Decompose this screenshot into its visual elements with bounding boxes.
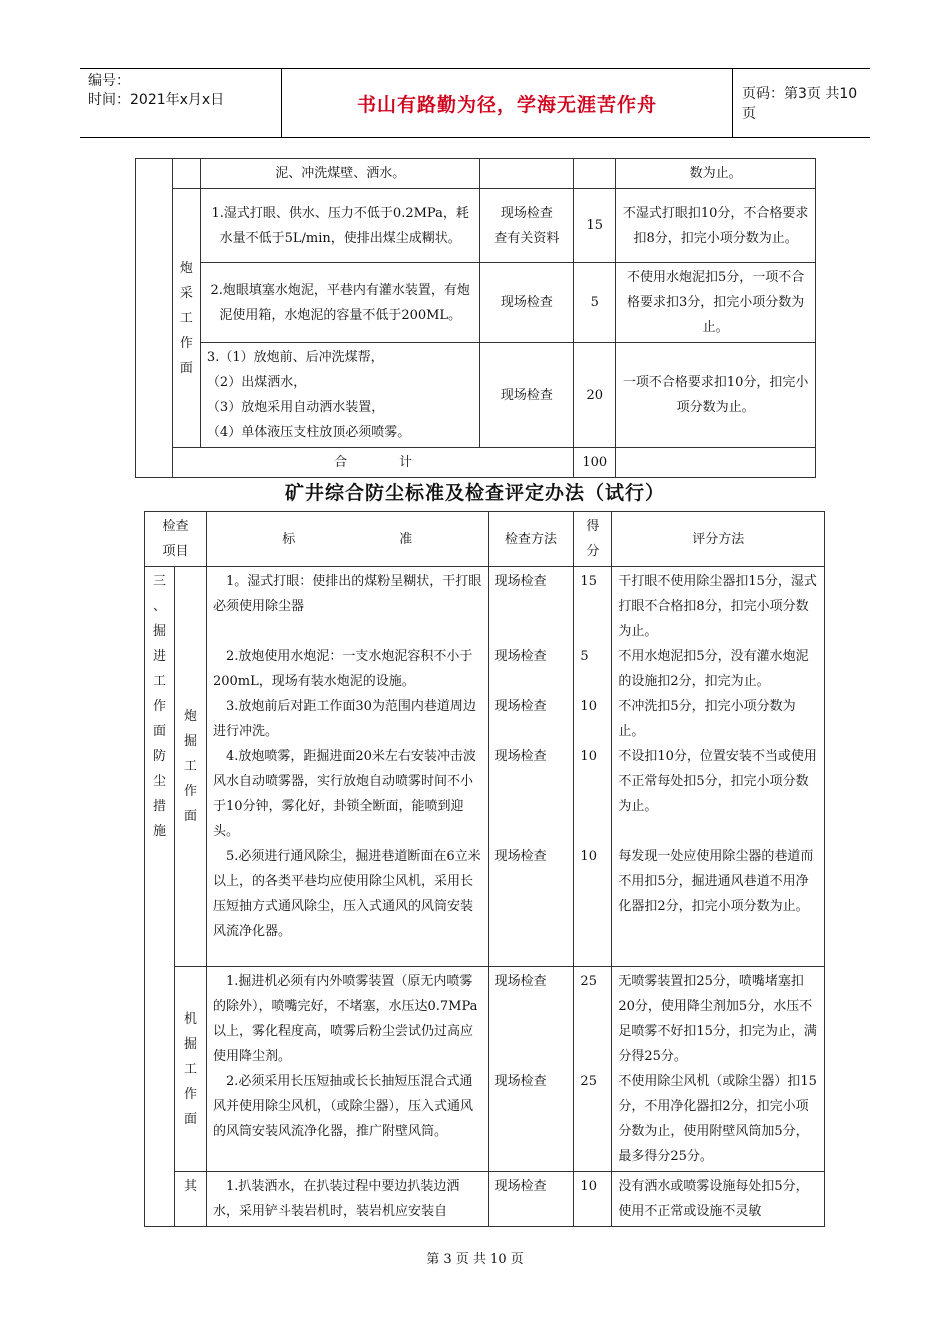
dust-standard-table <box>144 511 825 1227</box>
blasting-mining-table <box>135 158 816 478</box>
header-page-number: 页码：第3页 共10页 <box>742 86 858 122</box>
total-row <box>136 448 816 478</box>
scoring-cell: 没有洒水或喷雾设施每处扣5分，使用不正常或设施不灵敏 <box>612 1172 825 1227</box>
header-score: 得 分 <box>574 512 612 567</box>
method-cell: 现场检查 查有关资料 <box>480 189 574 263</box>
document-time: 时间：2021年x月x日 <box>88 92 225 108</box>
standard-cell: 1.扒装洒水，在扒装过程中要边扒装边洒水，采用铲斗装岩机时，装岩机应安装自 <box>206 1172 488 1227</box>
standard-cell: 3.（1）放炮前、后冲洗煤帮， （2）出煤洒水， （3）放炮采用自动洒水装置， （4）单体液压支柱放顶必须喷雾。 <box>200 343 480 448</box>
section-cell <box>136 159 173 478</box>
method-cell: 现场检查 现场检查 现场检查 现场检查 现场检查 <box>488 567 574 967</box>
scoring-cell: 不湿式打眼扣10分，不合格要求扣8分，扣完小项分数为止。 <box>616 189 816 263</box>
method-cell: 现场检查 <box>480 343 574 448</box>
table-row <box>136 263 816 343</box>
scoring-cell: 数为止。 <box>616 159 816 189</box>
table-row <box>145 1172 825 1227</box>
score-cell: 10 <box>574 1172 612 1227</box>
table-row <box>136 343 816 448</box>
method-cell: 现场检查 <box>488 1172 574 1227</box>
group-label: 其 <box>174 1172 206 1227</box>
header-item: 检查 项目 <box>145 512 207 567</box>
header-meta <box>80 69 282 137</box>
score-cell: 15 5 10 10 10 <box>574 567 612 967</box>
header-scoring: 评分方法 <box>612 512 825 567</box>
score-cell: 15 <box>574 189 616 263</box>
standard-cell: 2.炮眼填塞水炮泥，平巷内有灌水装置，有炮泥使用箱，水炮泥的容量不低于200ML。 <box>200 263 480 343</box>
header-method: 检查方法 <box>488 512 574 567</box>
document-number: 编号： <box>88 73 130 89</box>
scoring-cell: 干打眼不使用除尘器扣15分，湿式打眼不合格扣8分，扣完小项分数为止。 不用水炮泥扣5分，没有灌水炮泥的设施扣2分，扣完为止。 不冲洗扣5分，扣完小项分数为止。 不设扣10分，位置安装不当或使用不正常每处扣5分，扣完小项分数为止。 每发现一处应使用除尘器的巷道而不用扣5分，掘进通风巷道不用净化器扣2分，扣完小项分数为止。 <box>612 567 825 967</box>
standard-cell: 泥、冲洗煤壁、洒水。 <box>200 159 480 189</box>
scoring-cell: 不使用水炮泥扣5分，一项不合格要求扣3分，扣完小项分数为止。 <box>616 263 816 343</box>
table-row <box>136 159 816 189</box>
table-row <box>145 567 825 967</box>
scoring-cell: 无喷雾装置扣25分，喷嘴堵塞扣20分，使用降尘剂加5分，水压不足喷雾不好扣15分，扣完为止，满分得25分。 不使用除尘风机（或除尘器）扣15分，不用净化器扣2分，扣完小项分数为止，使用附壁风筒加5分，最多得分25分。 <box>612 967 825 1172</box>
method-cell: 现场检查 <box>480 263 574 343</box>
document-title: 矿井综合防尘标准及检查评定办法（试行） <box>284 482 665 504</box>
standard-cell: 1。湿式打眼：使排出的煤粉呈糊状，干打眼必须使用除尘器 2.放炮使用水炮泥：一支水炮泥容积不小于200mL，现场有装水炮泥的设施。 3.放炮前后对距工作面30为范围内巷道周边进行冲洗。 4.放炮喷雾，距掘进面20米左右安装冲击波风水自动喷雾器，实行放炮自动喷雾时间不小于10分钟，雾化好，卦锁全断面，能喷到迎头。 5.必须进行通风除尘，掘进巷道断面在6立米以上，的各类平巷均应使用除尘风机，采用长压短抽方式通风除尘，压入式通风的风筒安装风流净化器。 <box>206 567 488 967</box>
score-cell: 20 <box>574 343 616 448</box>
standard-cell: 1.湿式打眼、供水、压力不低于0.2MPa，耗水量不低于5L/min，使排出煤尘成糊状。 <box>200 189 480 263</box>
page-footer: 第 3 页 共 10 页 <box>426 1252 524 1267</box>
group-label: 炮 采 工 作 面 <box>172 189 200 448</box>
table-row <box>136 189 816 263</box>
header-row <box>145 512 825 567</box>
section-label: 三 、 掘 进 工 作 面 防 尘 措 施 <box>145 567 175 1227</box>
score-cell: 25 25 <box>574 967 612 1172</box>
method-cell: 现场检查 现场检查 <box>488 967 574 1172</box>
scoring-cell: 一项不合格要求扣10分，扣完小项分数为止。 <box>616 343 816 448</box>
standard-cell: 1.掘进机必须有内外喷雾装置（原无内喷雾的除外），喷嘴完好，不堵塞，水压达0.7MPa以上，雾化程度高，喷雾后粉尘尝试仍过高应使用降尘剂。 2.必须采用长压短抽或长长抽短压混合式通风并使用除尘风机，（或除尘器），压入式通风的风筒安装风流净化器，推广附壁风筒。 <box>206 967 488 1172</box>
page-header <box>80 68 870 138</box>
table-row <box>145 967 825 1172</box>
header-standard: 标 准 <box>206 512 488 567</box>
score-cell: 5 <box>574 263 616 343</box>
total-label: 合 计 <box>172 448 573 478</box>
total-score: 100 <box>574 448 616 478</box>
header-motto: 书山有路勤为径，学海无涯苦作舟 <box>282 69 733 137</box>
group-label: 机 掘 工 作 面 <box>174 967 206 1172</box>
group-label: 炮 掘 工 作 面 <box>174 567 206 967</box>
